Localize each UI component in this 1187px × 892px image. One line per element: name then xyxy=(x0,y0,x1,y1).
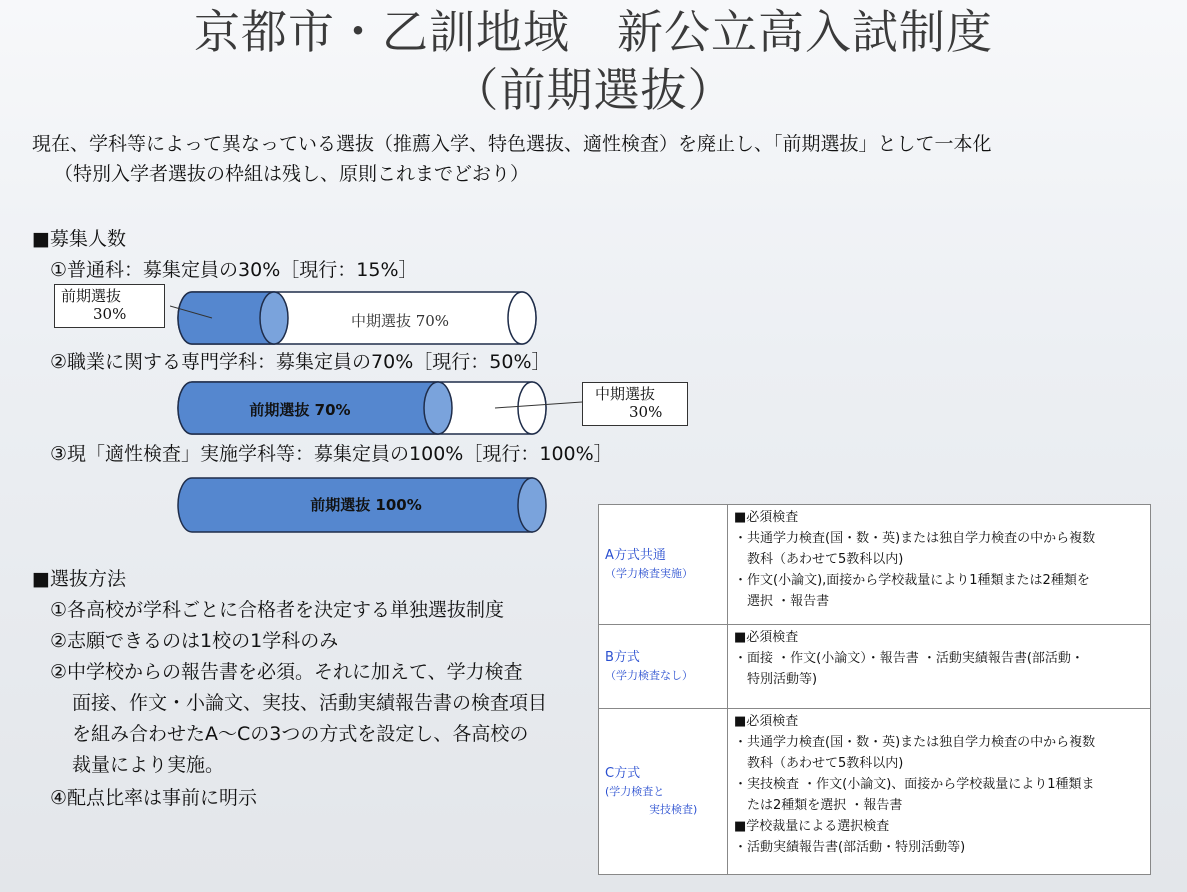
table-row-a xyxy=(599,505,1151,625)
method-c-name: C方式 xyxy=(605,765,641,781)
method-a-sub: （学力検査実施） xyxy=(605,566,693,580)
callout-zenki-30 xyxy=(54,284,165,328)
selection-method-table xyxy=(598,504,1151,875)
method-a-name-cell xyxy=(599,505,728,625)
method-line-1: ①各高校が学科ごとに合格者を決定する単独選抜制度 xyxy=(50,599,505,621)
method-c-l2: 教科（あわせて5教科以内) xyxy=(747,756,904,771)
method-c-l1: ・共通学力検査(国・数・英)または独自学力検査の中から複数 xyxy=(734,735,1096,750)
bar-general-course xyxy=(170,288,550,348)
method-line-3: ②中学校からの報告書を必須。それに加えて、学力検査 xyxy=(50,661,523,683)
method-c-name-cell xyxy=(599,709,728,875)
page-title: 京都市・乙訓地域 新公立高入試制度 xyxy=(194,5,993,59)
method-c-l4: たは2種類を選択 ・報告書 xyxy=(747,798,903,813)
method-line-2: ②志願できるのは1校の1学科のみ xyxy=(50,630,339,652)
method-a-l4: 選択 ・報告書 xyxy=(747,594,830,609)
method-heading: ■選抜方法 xyxy=(32,568,126,590)
method-b-l2: 特別活動等) xyxy=(747,672,818,687)
method-c-sub-2: 実技検査) xyxy=(649,802,698,816)
method-a-desc xyxy=(728,505,1151,625)
method-b-desc xyxy=(728,625,1151,709)
method-c-l5: ・活動実績報告書(部活動・特別活動等) xyxy=(734,840,966,855)
method-c-sub-1: (学力検査と xyxy=(605,784,665,798)
method-b-sub: （学力検査なし） xyxy=(605,668,693,682)
bar-label: 前期選抜 70% xyxy=(249,401,351,419)
method-c-h1: ■必須検査 xyxy=(734,714,799,729)
method-a-name: A方式共通 xyxy=(605,547,666,563)
method-b-h1: ■必須検査 xyxy=(734,630,799,645)
method-line-6: 裁量により実施。 xyxy=(72,754,225,776)
bar-aptitude-course xyxy=(170,474,570,536)
method-line-5: を組み合わせたA～Cの3つの方式を設定し、各高校の xyxy=(72,723,529,745)
method-c-h2: ■学校裁量による選択検査 xyxy=(734,819,890,834)
table-row-b xyxy=(599,625,1151,709)
callout-line-1: 前期選抜 xyxy=(61,287,122,305)
table-row-c xyxy=(599,709,1151,875)
method-b-name: B方式 xyxy=(605,649,640,665)
recruit-item-1: ①普通科：募集定員の30%［現行：15%］ xyxy=(50,259,418,281)
method-c-desc xyxy=(728,709,1151,875)
method-a-l1: ・共通学力検査(国・数・英)または独自学力検査の中から複数 xyxy=(734,531,1096,546)
page-subtitle: （前期選抜） xyxy=(452,63,735,117)
bar-label: 中期選抜 70% xyxy=(350,312,450,330)
method-a-l2: 教科（あわせて5教科以内) xyxy=(747,552,904,567)
recruit-item-2: ②職業に関する専門学科：募集定員の70%［現行：50%］ xyxy=(50,351,551,373)
recruit-heading: ■募集人数 xyxy=(32,228,126,250)
intro-line-2: （特別入学者選抜の枠組は残し、原則これまでどおり） xyxy=(54,163,530,185)
method-c-l3: ・実技検査 ・作文(小論文)、面接から学校裁量により1種類ま xyxy=(734,777,1095,792)
bar-label: 前期選抜 100% xyxy=(310,496,422,514)
callout-line-2: 30% xyxy=(629,403,663,421)
callout-line-1: 中期選抜 xyxy=(595,385,656,403)
method-line-7: ④配点比率は事前に明示 xyxy=(50,787,258,809)
intro-line-1: 現在、学科等によって異なっている選抜（推薦入学、特色選抜、適性検査）を廃止し、「前期選抜」として一本化 xyxy=(32,133,992,155)
recruit-item-3: ③現「適性検査」実施学科等：募集定員の100%［現行：100%］ xyxy=(50,443,613,465)
method-line-4: 面接、作文・小論文、実技、活動実績報告書の検査項目 xyxy=(72,692,548,714)
method-b-l1: ・面接 ・作文(小論文）・報告書 ・活動実績報告書(部活動・ xyxy=(734,651,1084,666)
method-a-h1: ■必須検査 xyxy=(734,510,799,525)
callout-chuki-30 xyxy=(582,382,688,426)
bar-vocational-course xyxy=(170,378,590,438)
method-a-l3: ・作文(小論文),面接から学校裁量により1種類または2種類を xyxy=(734,573,1090,588)
callout-line-2: 30% xyxy=(93,305,127,323)
method-b-name-cell xyxy=(599,625,728,709)
